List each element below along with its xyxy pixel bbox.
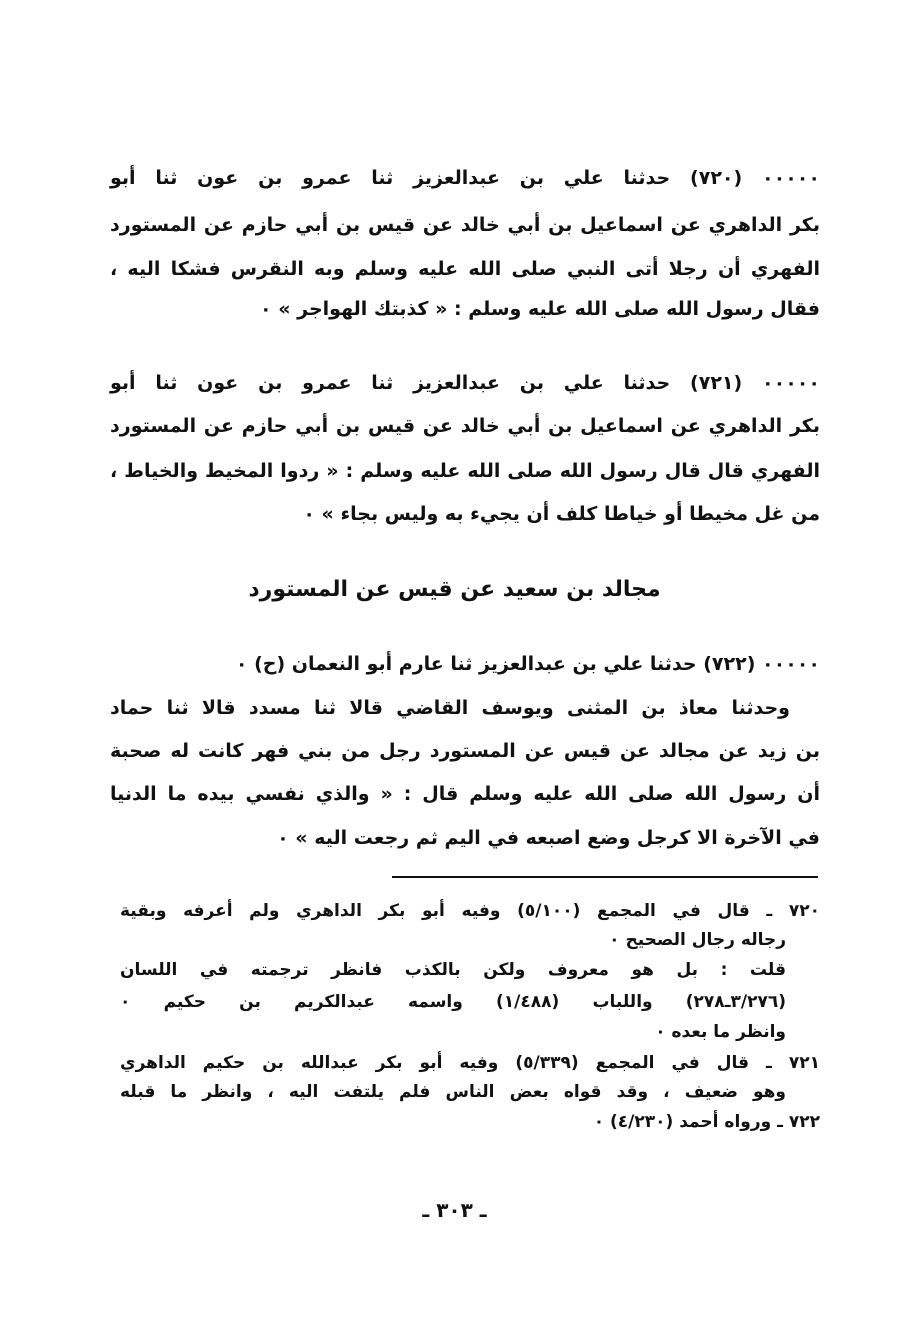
hadith-721-line-3: الفهري قال قال رسول الله صلى الله عليه وسلم : « ردوا المخيط والخياط ، [110,460,820,482]
footnote-722-line-1: ٧٢٢ ـ ورواه أحمد (٤/٢٣٠) ٠ [593,1112,820,1132]
hadith-722-line-5: في الآخرة الا كرجل وضع اصبعه في اليم ثم رجعت اليه » ٠ [277,827,820,849]
hadith-720-line-2: بكر الداهري عن اسماعيل بن أبي خالد عن قيس بن أبي حازم عن المستورد [110,214,820,236]
hadith-721-line-4: من غل مخيطا أو خياطا كلف أن يجيء به وليس بجاء » ٠ [303,503,820,525]
hadith-720-line-3: الفهري أن رجلا أتى النبي صلى الله عليه وسلم وبه النقرس فشكا اليه ، [110,258,820,280]
footnote-721-line-1: ٧٢١ ـ قال في المجمع (٥/٣٣٩) وفيه أبو بكر عبدالله بن حكيم الداهري [120,1053,820,1073]
hadith-720-line-4: فقال رسول الله صلى الله عليه وسلم : « كذبتك الهواجر » ٠ [260,298,820,320]
hadith-722-line-3: بن زيد عن مجالد عن قيس عن المستورد رجل من بني فهر كانت له صحبة [110,740,820,762]
hadith-721-line-1: ٠٠٠٠٠ (٧٢١) حدثنا علي بن عبدالعزيز ثنا عمرو بن عون ثنا أبو [110,372,820,394]
footnote-720-line-5: وانظر ما بعده ٠ [655,1022,786,1042]
footnote-720-line-4: (٣/٢٧٦ـ٢٧٨) واللباب (١/٤٨٨) واسمه عبدالكريم بن حكيم ٠ [120,992,786,1012]
footnote-720-line-3: قلت : بل هو معروف ولكن بالكذب فانظر ترجمته في اللسان [120,960,786,980]
hadith-720-line-1: ٠٠٠٠٠ (٧٢٠) حدثنا علي بن عبدالعزيز ثنا عمرو بن عون ثنا أبو [110,167,820,189]
section-heading: مجالد بن سعيد عن قيس عن المستورد [248,577,661,602]
hadith-722-line-1: ٠٠٠٠٠ (٧٢٢) حدثنا علي بن عبدالعزيز ثنا عارم أبو النعمان (ح) ٠ [235,653,820,675]
page-number: ـ ٣٠٣ ـ [422,1198,487,1222]
hadith-722-line-4: أن رسول الله صلى الله عليه وسلم قال : « والذي نفسي بيده ما الدنيا [110,783,820,805]
hadith-722-line-2: وحدثنا معاذ بن المثنى ويوسف القاضي قالا ثنا مسدد قالا ثنا حماد [110,697,790,719]
footnote-720-line-1: ٧٢٠ ـ قال في المجمع (٥/١٠٠) وفيه أبو بكر الداهري ولم أعرفه وبقية [120,901,820,921]
footnote-720-line-2: رجاله رجال الصحيح ٠ [609,930,786,950]
hadith-721-line-2: بكر الداهري عن اسماعيل بن أبي خالد عن قيس بن أبي حازم عن المستورد [110,415,820,437]
footnote-separator [392,876,818,878]
footnote-721-line-2: وهو ضعيف ، وقد قواه بعض الناس فلم يلتفت اليه ، وانظر ما قبله [120,1082,786,1102]
